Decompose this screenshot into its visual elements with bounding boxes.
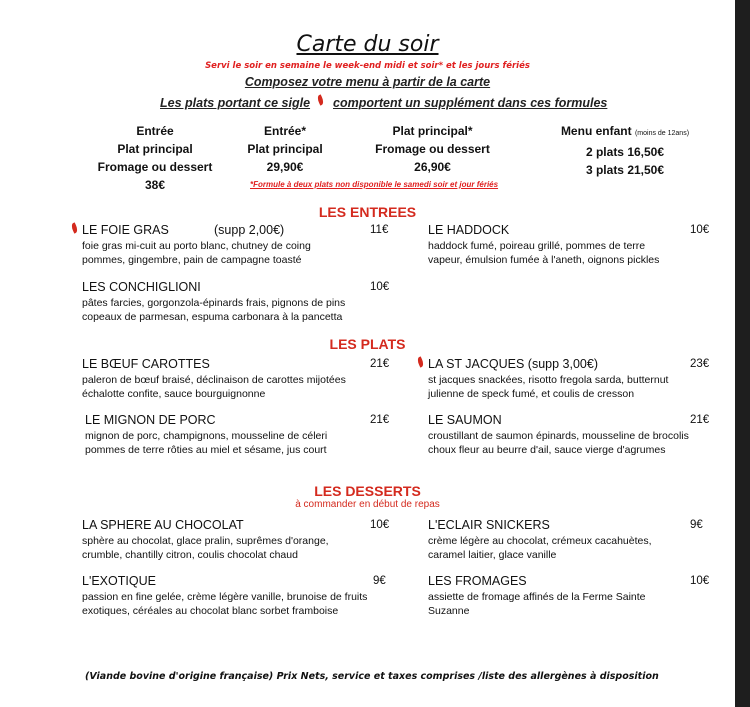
served-note: Servi le soir en semaine le week-end midi et soir* et les jours fériés	[205, 61, 530, 71]
menu-item-description: exotiques, céréales au chocolat blanc sorbet framboise	[82, 605, 339, 617]
formula-line: Fromage ou dessert	[375, 142, 490, 156]
menu-item-price: 23€	[690, 358, 710, 370]
menu-item-name: L'ECLAIR SNICKERS	[428, 518, 550, 532]
menu-item-price: 11€	[370, 224, 389, 236]
menu-item-description: vapeur, émulsion fumée à l'aneth, oignons pickles	[428, 254, 660, 266]
section-plats-title: LES PLATS	[329, 336, 406, 352]
supplement-price: (supp 2,00€)	[214, 223, 285, 237]
supplement-leaf-icon	[416, 356, 425, 367]
formula-price: 38€	[144, 178, 166, 192]
menu-item-description: sphère au chocolat, glace pralin, suprêmes d'orange,	[82, 535, 329, 547]
formula-line: Fromage ou dessert	[97, 160, 213, 174]
formula-2	[235, 122, 335, 176]
formula-line: Plat principal	[247, 142, 323, 156]
menu-item-name: LE MIGNON DE PORC	[85, 413, 216, 427]
kids-menu-title: Menu enfant	[560, 124, 632, 138]
menu-item-description: échalotte confite, sauce bourguignonne	[82, 388, 266, 400]
sigle-text-before: Les plats portant ce sigle	[160, 96, 311, 110]
menu-item-description: crumble, chantilly citron, coulis chocolat chaud	[82, 549, 298, 561]
supplement-leaf-icon	[70, 222, 79, 233]
kids-age-note: (moins de 12ans)	[634, 130, 690, 137]
formula-note: *Formule à deux plats non disponible le samedi soir et jour fériés	[250, 180, 499, 189]
desserts-subtitle: à commander en début de repas	[295, 499, 440, 510]
menu-item-name: LES CONCHIGLIONI	[82, 280, 201, 294]
section-desserts-title: LES DESSERTS	[314, 483, 421, 499]
formula-line: Entrée*	[263, 124, 307, 138]
menu-item-price: 10€	[370, 281, 390, 293]
menu-item-description: st jacques snackées, risotto fregola sarda, butternut	[428, 374, 669, 386]
menu-item-name: LA SPHERE AU CHOCOLAT	[82, 518, 244, 532]
menu-item-description: mignon de porc, champignons, mousseline de céleri	[85, 430, 328, 442]
menu-item-description: haddock fumé, poireau grillé, pommes de terre	[428, 240, 646, 252]
menu-item-description: julienne de speck fumé, et coulis de cresson	[428, 388, 635, 400]
formula-price: 26,90€	[414, 160, 451, 174]
menu-item-name: LE HADDOCK	[428, 223, 510, 237]
menu-item-price: 10€	[690, 224, 710, 236]
formula-line: 2 plats 16,50€	[585, 145, 665, 159]
menu-item-description: crème légère au chocolat, crémeux cacahuètes,	[428, 535, 652, 547]
formula-line: Entrée	[136, 124, 174, 138]
menu-item-description: pâtes farcies, gorgonzola-épinards frais, pignons de pins	[82, 297, 346, 309]
supplement-leaf-icon	[316, 94, 325, 105]
compose-heading: Composez votre menu à partir de la carte	[244, 75, 491, 89]
menu-item-price: 9€	[373, 575, 386, 587]
section-entrees-title: LES ENTREES	[318, 204, 417, 220]
menu-item-description: assiette de fromage affinés de la Ferme Sainte	[428, 591, 646, 603]
formula-1	[90, 122, 220, 194]
formula-line: 3 plats 21,50€	[585, 163, 665, 177]
footer-note: (Viande bovine d'origine française) Prix Nets, service et taxes comprises /liste des allergènes à disposition	[85, 671, 659, 682]
menu-item-description: passion en fine gelée, crème légère vanille, brunoise de fruits	[82, 591, 368, 603]
menu-item-price: 21€	[370, 414, 390, 426]
menu-item-price: 10€	[690, 575, 710, 587]
sigle-text-after: comportent un supplément dans ces formules	[333, 96, 608, 110]
page-title: Carte du soir	[296, 32, 439, 57]
menu-item-price: 21€	[370, 358, 390, 370]
formula-kids	[540, 122, 710, 179]
formula-price: 29,90€	[266, 160, 304, 174]
menu-item-name: LE FOIE GRAS	[82, 223, 169, 237]
menu-item-description: foie gras mi-cuit au porto blanc, chutney de coing	[82, 240, 311, 252]
menu-item-name: LE SAUMON	[428, 413, 502, 427]
menu-item-description: caramel laitier, glace vanille	[428, 549, 557, 561]
formula-line: Plat principal*	[392, 124, 473, 138]
menu-item-name: L'EXOTIQUE	[82, 574, 156, 588]
menu-item-price: 9€	[690, 519, 703, 531]
viewer-edge	[735, 0, 750, 707]
menu-item-description: croustillant de saumon épinards, mousseline de brocolis	[428, 430, 689, 442]
menu-item-name: LES FROMAGES	[428, 574, 527, 588]
menu-item-description: Suzanne	[428, 605, 470, 617]
menu-item-price: 21€	[690, 414, 710, 426]
menu-item-description: paleron de bœuf braisé, déclinaison de carottes mijotées	[82, 374, 346, 386]
formula-line: Plat principal	[117, 142, 193, 156]
menu-item-price: 10€	[370, 519, 390, 531]
menu-item-description: copeaux de parmesan, espuma carbonara à la pancetta	[82, 311, 343, 323]
menu-item-name: LE BŒUF CAROTTES	[82, 357, 210, 371]
menu-item-description: pommes, gingembre, pain de campagne toasté	[82, 254, 302, 266]
menu-item-description: choux fleur au beurre d'ail, sauce vierge d'agrumes	[428, 444, 666, 456]
formula-3	[365, 122, 500, 176]
menu-item-description: pommes de terre rôties au miel et sésame, jus court	[85, 444, 327, 456]
menu-item-name: LA ST JACQUES (supp 3,00€)	[428, 357, 598, 371]
